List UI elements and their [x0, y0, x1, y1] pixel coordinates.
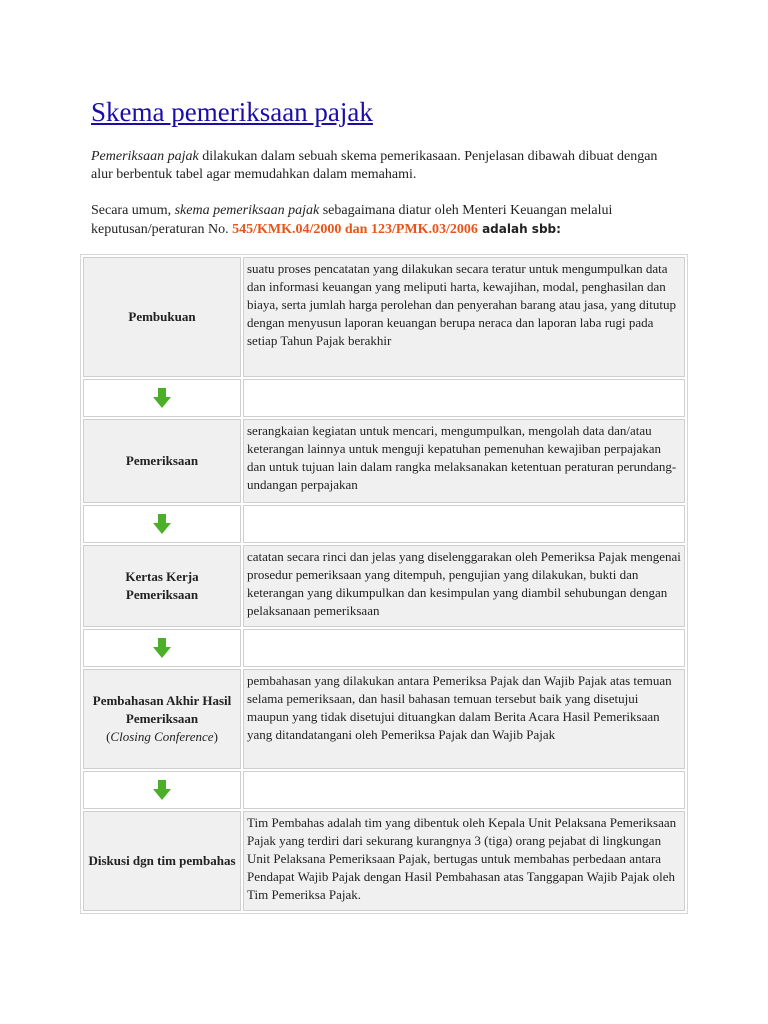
arrow-cell [83, 771, 241, 809]
step-row [83, 669, 685, 769]
step-row [83, 811, 685, 911]
step-label: Diskusi dgn tim pembahas [83, 811, 241, 911]
arrow-row [83, 771, 685, 809]
arrow-row [83, 379, 685, 417]
step-description: catatan secara rinci dan jelas yang diselenggarakan oleh Pemeriksa Pajak mengenai prosedur pemeriksaan yang ditempuh, pengujian yang dilakukan, bukti dan keterangan yang dikumpulkan dan kesimpulan yang diambil sehubungan dengan pelaksanaan pemeriksaan [243, 545, 685, 627]
arrow-cell [83, 629, 241, 667]
arrow-cell [83, 379, 241, 417]
step-row [83, 257, 685, 377]
intro-term: Pemeriksaan pajak [91, 149, 199, 164]
regulation-term: skema pemeriksaan pajak [174, 203, 320, 218]
step-label: Pemeriksaan [83, 419, 241, 503]
tax-audit-scheme-table [80, 254, 688, 914]
green-down-arrow-icon [151, 779, 173, 801]
step-description: pembahasan yang dilakukan antara Pemeriksa Pajak dan Wajib Pajak atas temuan selama pemeriksaan, dan hasil bahasan temuan tersebut baik yang disetujui maupun yang tidak disetujui dituangkan dalam Berita Acara Hasil Pemeriksaan yang ditandatangani oleh Pemeriksa Pajak dan Wajib Pajak [243, 669, 685, 769]
step-description: serangkaian kegiatan untuk mencari, mengumpulkan, mengolah data dan/atau keterangan lainnya untuk menguji kepatuhan pemenuhan kewajiban perpajakan dan untuk tujuan lain dalam rangka melaksanakan ketentuan peraturan perundang-undangan perpajakan [243, 419, 685, 503]
green-down-arrow-icon [151, 387, 173, 409]
green-down-arrow-icon [151, 637, 173, 659]
empty-cell [243, 379, 685, 417]
arrow-row [83, 629, 685, 667]
page-title[interactable]: Skema pemeriksaan pajak [91, 97, 373, 127]
closing-conference-note: Closing Conference [110, 729, 214, 744]
step-label: Pembukuan [83, 257, 241, 377]
empty-cell [243, 771, 685, 809]
intro-paragraph [91, 148, 681, 184]
step-label: Kertas Kerja Pemeriksaan [83, 545, 241, 627]
regulation-tail: adalah sbb: [477, 222, 561, 236]
step-label: Pembahasan Akhir Hasil Pemeriksaan (Closing Conference) [83, 669, 241, 769]
intro-text: dilakukan dalam sebuah skema pemerikasaan. Penjelasan dibawah dibuat dengan alur berbentuk tabel agar memudahkan dalam memahami. [91, 149, 658, 182]
step-row [83, 419, 685, 503]
empty-cell [243, 629, 685, 667]
regulation-reference: 545/KMK.04/2000 dan 123/PMK.03/2006 [232, 222, 478, 237]
empty-cell [243, 505, 685, 543]
regulation-mid: sebagaimana diatur oleh Menteri Keuangan melalui keputusan/peraturan No. [91, 203, 613, 237]
article [91, 94, 691, 237]
arrow-cell [83, 505, 241, 543]
step-row [83, 545, 685, 627]
regulation-paragraph [91, 202, 681, 239]
step-description: Tim Pembahas adalah tim yang dibentuk oleh Kepala Unit Pelaksana Pemeriksaan Pajak yang terdiri dari sekurang kurangnya 3 (tiga) orang pejabat di lingkungan Unit Pelaksana Pemeriksaan Pajak, bertugas untuk membahas perbedaan antara Pendapat Wajib Pajak dengan Hasil Pembahasan atas Tanggapan Wajib Pajak oleh Tim Pemeriksa Pajak. [243, 811, 685, 911]
green-down-arrow-icon [151, 513, 173, 535]
arrow-row [83, 505, 685, 543]
step-description: suatu proses pencatatan yang dilakukan secara teratur untuk mengumpulkan data dan informasi keuangan yang meliputi harta, kewajihan, modal, penghasilan dan biaya, serta jumlah harga perolehan dan penyerahan barang atau jasa, yang ditutup dengan menyusun laporan keuangan berupa neraca dan laporan laba rugi pada setiap Tahun Pajak berakhir [243, 257, 685, 377]
regulation-lead: Secara umum, [91, 203, 175, 218]
